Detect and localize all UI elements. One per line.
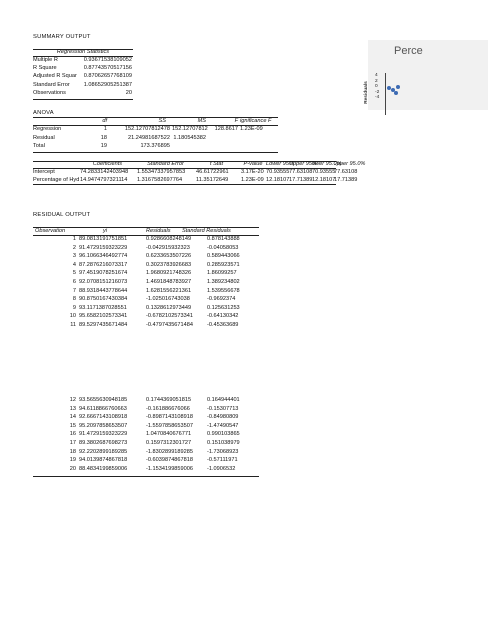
residual-yi: 94.0139874867818 [79,457,128,464]
anova-ss: 152.12707812478 [124,126,170,132]
residual-observation: 18 [69,448,76,455]
residual-standard: -1.73068923 [207,448,239,455]
coef-value: 74.2833142403948 [80,169,129,175]
residual-value: 0.3023783926683 [146,261,192,268]
residual-standard: 0.164944401 [207,397,240,403]
residual-standard: -0.45363689 [207,322,239,328]
residual-standard: -0.64130342 [207,313,239,320]
residual-standard: -1.0906532 [207,465,236,472]
y-tick: -2 [375,89,380,95]
residual-value: -0.6039874867818 [146,457,193,464]
residual-observation: 11 [70,322,76,328]
residual-value: -1.1534199859006 [146,465,193,472]
anova-header-ms: MS [197,118,206,124]
residual-value: -1.025016743038 [146,296,190,303]
divider [33,152,278,153]
residual-standard: 0.125631253 [207,304,240,311]
coef-header: ower 95.0% [312,161,342,167]
residual-yi: 87.2876216073317 [79,261,128,268]
residual-yi: 95.2097858653507 [79,422,128,429]
residual-yi: 95.6582102573341 [79,313,128,320]
anova-df: 18 [100,134,107,141]
residual-standard: 0.285923571 [207,261,240,268]
residual-standard: 0.151038979 [207,440,240,446]
anova-df: 19 [100,143,107,149]
y-tick: 2 [375,78,378,84]
residual-yi: 92.6667143108918 [79,414,128,421]
residual-observation: 16 [69,431,76,438]
coef-header: Jpper 95.0% [334,161,366,167]
stat-value: 20 [125,89,132,96]
residual-observation: 10 [69,313,76,320]
residual-value: -1.5597858653507 [146,422,193,429]
residual-standard: 0.589443066 [207,253,240,260]
coef-value: 46.61722961 [196,169,229,175]
residual-observation: 6 [72,279,76,285]
anova-header-ss: SS [158,118,166,124]
anova-header-significance: ignificance F [240,118,272,124]
residual-standard: -0.15307713 [207,405,239,412]
coef-header: P-value [243,161,263,167]
residual-standard: -0.04058053 [207,244,239,251]
anova-significance: 1.23E-09 [240,126,263,132]
residual-yi: 90.8750167430384 [79,296,128,303]
residual-yi: 93.5655630948185 [79,397,128,403]
residual-value: 0.9286608248149 [146,236,192,242]
residual-value: -0.6782102573341 [146,313,193,320]
residual-value: -1.8302899189285 [146,448,193,455]
residual-standard: 1.86099257 [207,270,237,277]
residual-standard: 0.990103865 [207,431,240,438]
coef-row-label: Percentage of Hyd [33,176,80,183]
residual-yi: 91.4729159323229 [79,244,128,251]
stat-value: 0.87062657768109 [83,73,132,80]
residual-observation: 5 [72,270,76,277]
anova-ss: 173.376895 [140,143,170,149]
coef-value: 1.23E-09 [241,176,264,183]
coef-row-label: Intercept [33,169,55,175]
residual-observation: 20 [69,465,76,472]
residual-yi: 97.4519078251674 [79,270,128,277]
stat-label: Standard Error [33,81,70,88]
coef-header: Upper 95% [289,161,317,167]
coef-value: 14.9474797321114 [80,176,128,183]
coef-value: 70.93555 [312,169,336,175]
residual-value: 0.1744369051815 [146,397,192,403]
residual-observation: 17 [69,440,76,446]
residual-observation: 2 [72,244,76,251]
coef-header: Standard Error [147,161,184,167]
residual-yi: 89.0813191751851 [79,236,128,242]
stat-label: Observations [33,89,66,96]
stat-value: 1.08652905251387 [83,81,132,88]
coef-value: 17.71389 [289,176,313,183]
residual-yi: 93.1171387028551 [79,304,127,311]
y-tick: -4 [375,95,380,100]
residual-header-standard-residuals: Standard Residuals [182,228,231,234]
coef-value: 1.3167582697764 [137,176,183,183]
residual-yi: 89.5297435671484 [79,322,128,328]
coef-header: Coefficients [92,161,123,167]
divider [33,184,336,185]
residual-plot-y-ticks [375,73,379,101]
coef-value: 77.63108 [289,169,313,175]
residual-yi: 88.9318443778644 [79,287,128,294]
residual-value: -0.8987143108918 [146,414,193,421]
residual-observation: 14 [69,414,76,421]
residual-value: -0.042915932323 [146,244,190,251]
anova-row-label: Regression [33,126,62,132]
residual-observation: 9 [72,304,76,311]
residual-value: 0.1597312301727 [146,440,192,446]
coef-value: 12.18107 [312,176,336,183]
anova-df: 1 [103,126,107,132]
residual-standard: 0.878143888 [207,236,240,242]
residual-value: 1.4691848783927 [146,279,192,285]
residual-value: 0.1328612973449 [146,304,192,311]
anova-ms: 1.180545382 [173,134,206,141]
stat-value: 0.93671538109052 [83,57,132,63]
stat-label: Multiple R [33,57,58,63]
residual-header-residuals: Residuals [146,228,171,234]
residual-standard: -1.47490547 [207,422,239,429]
residual-yi: 96.1066346492774 [79,253,128,260]
coef-value: 1.55347337957853 [137,169,186,175]
residual-standard: -0.84980809 [207,414,239,421]
coef-value: 12.18107 [266,176,290,183]
anova-row-label: Residual [33,134,55,141]
anova-header-f: F [234,118,238,124]
residual-observation: 3 [72,253,76,260]
residual-observation: 12 [69,397,76,403]
regression-statistics-title: Regression Statistics [56,49,110,55]
residual-plot-y-axis [385,73,386,115]
anova-title: ANOVA [33,110,54,116]
coef-value: 11.35172649 [196,176,229,183]
stat-value: 0.87743570517156 [83,65,132,72]
residual-observation: 7 [72,287,76,294]
anova-ms: 152.12707812 [172,126,208,132]
residual-value: -0.161886676066 [146,405,190,412]
residual-value: -0.4797435671484 [146,322,193,328]
coef-value: 17.71389 [334,176,358,183]
residual-observation: 1 [72,236,76,242]
divider [33,99,133,100]
anova-header-df: df [102,118,107,124]
stat-label: Adjusted R Squar [33,73,77,80]
coef-value: 70.93555 [266,169,290,175]
y-tick: 4 [375,73,378,78]
residual-observation: 15 [69,422,76,429]
residual-yi: 91.4729159323229 [79,431,128,438]
residual-plot-y-label: Residuals [363,81,369,104]
residual-value: 1.9680921748326 [146,270,192,277]
residual-value: 1.0470840676771 [146,431,192,438]
residual-standard: 1.389234802 [207,279,240,285]
coef-header: t Stat [209,161,224,167]
residual-plot [363,40,488,110]
residual-observation: 19 [69,457,76,464]
residual-output-title: RESIDUAL OUTPUT [33,212,91,218]
residual-value: 0.6233653507226 [146,253,192,260]
residual-yi: 92.2202899189285 [79,448,128,455]
residual-observation: 8 [72,296,76,303]
coef-value: 77.63108 [334,169,358,175]
residual-observation: 4 [72,261,76,268]
divider [33,476,259,477]
residual-standard: -0.57111971 [207,457,238,464]
anova-ss: 21.24981687522 [128,134,170,141]
residual-point [396,85,400,89]
y-tick: 0 [375,84,378,89]
stat-label: R Square [33,65,57,72]
residual-observation: 13 [69,405,76,412]
residual-value: 1.6281556221361 [146,287,192,294]
anova-f: 128.8617 [214,126,238,132]
residual-standard: -0.9692374 [207,296,236,303]
residual-yi: 88.4834199859006 [79,465,128,472]
residual-header-yi: yi [103,228,108,234]
residual-plot-title: Perce [394,45,423,57]
residual-yi: 92.0708151216073 [79,279,128,285]
residual-standard: 1.539556678 [207,287,240,294]
anova-row-label: Total [33,143,45,149]
coef-header: Lower 95% [266,161,294,167]
residual-yi: 89.3802687698273 [79,440,128,446]
residual-point [394,91,398,95]
coef-value: 3.17E-20 [241,169,264,175]
residual-yi: 94.6118866760663 [79,405,127,412]
residual-header-observation: Observation [35,228,66,234]
summary-title: SUMMARY OUTPUT [33,34,91,40]
